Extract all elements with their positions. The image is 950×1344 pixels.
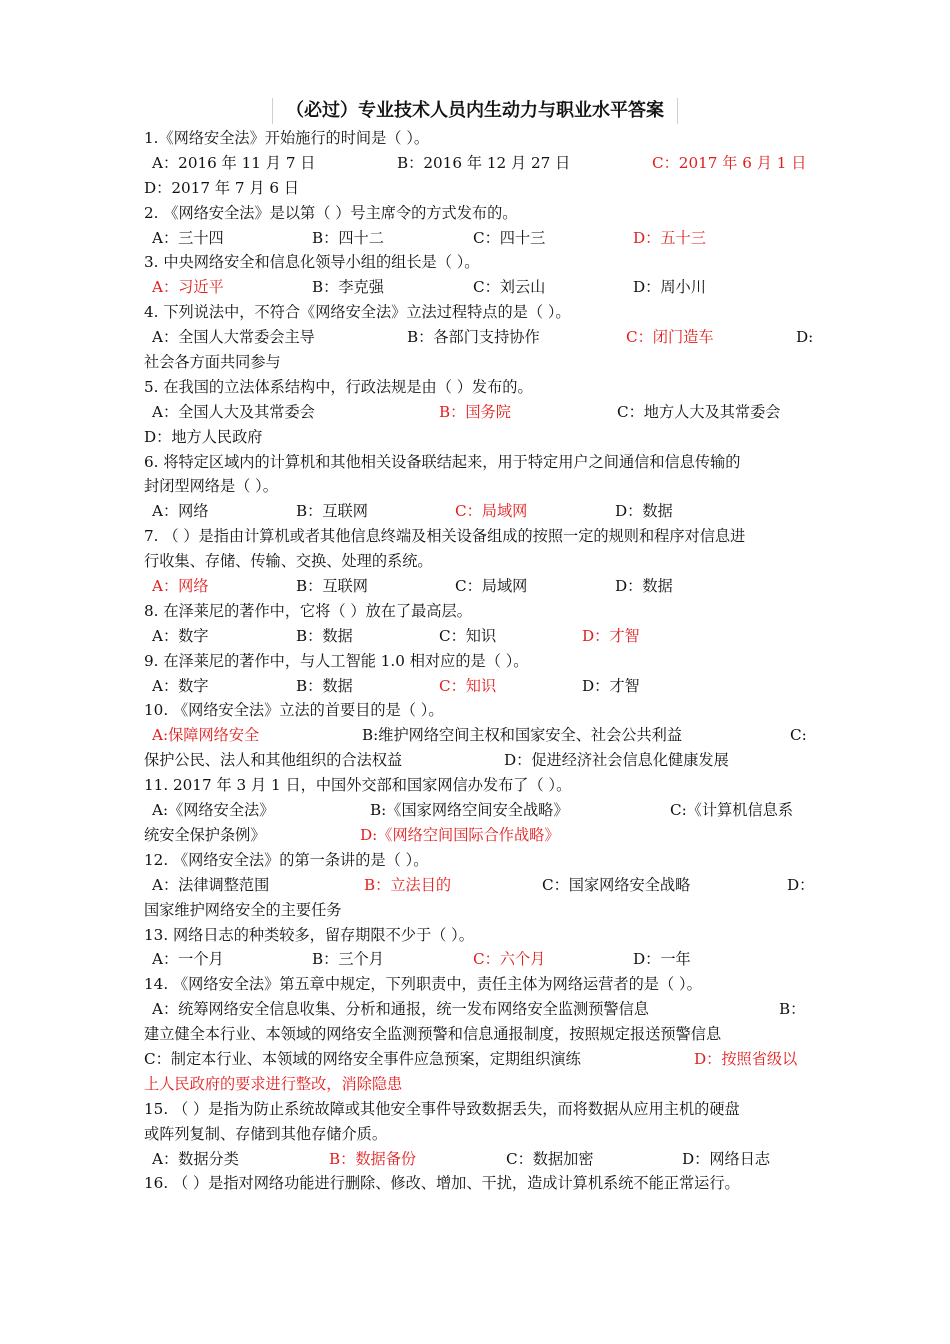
option-d: D：促进经济社会信息化健康发展 (504, 751, 729, 770)
option-c: C：地方人大及其常委会 (617, 402, 781, 421)
option-d: D：地方人民政府 (144, 427, 263, 446)
options-row (144, 873, 815, 898)
options-row (144, 748, 812, 773)
options-row (144, 350, 812, 375)
option-b-label: B： (779, 1000, 806, 1019)
question-text: 封闭型网络是（ ）。 (144, 477, 278, 496)
option-d-label: D: (796, 328, 814, 347)
option-c: 统安全保护条例》 (144, 825, 266, 844)
option-a: A：全国人大常委会主导 (152, 328, 315, 347)
question-text: 1.《网络安全法》开始施行的时间是（ ）。 (144, 129, 430, 147)
option-d: D：一年 (633, 950, 691, 969)
question-text: 14. 《网络安全法》第五章中规定，下列职责中，责任主体为网络运营者的是（ ）。 (144, 975, 702, 994)
options-row (144, 823, 812, 848)
option-b: B:维护网络空间主权和国家安全、社会公共利益 (362, 726, 683, 745)
options-row (144, 325, 812, 350)
question-text: 15. （ ）是指为防止系统故障或其他安全事件导致数据丢失，而将数据从应用主机的硬盘 (144, 1099, 740, 1118)
options-row (144, 674, 812, 699)
option-a: A：统筹网络安全信息收集、分析和通报，统一发布网络安全监测预警信息 (152, 1000, 649, 1019)
option-b: B：互联网 (296, 577, 368, 596)
page-title: （必过）专业技术人员内生动力与职业水平答案 (272, 98, 678, 124)
option-d: D：2017 年 7 月 6 日 (144, 178, 300, 197)
option-b: B：数据 (296, 676, 353, 695)
option-d: D：数据 (615, 577, 673, 596)
options-row (144, 425, 812, 450)
question-list (144, 126, 815, 1196)
options-row (144, 1047, 812, 1072)
options-row (144, 226, 812, 251)
option-c: C：数据加密 (506, 1149, 594, 1168)
options-row (144, 947, 812, 972)
question-text: 11. 2017 年 3 月 1 日，中国外交部和国家网信办发布了（ ）。 (144, 776, 572, 795)
option-d-correct: 上人民政府的要求进行整改，消除隐患 (144, 1074, 403, 1093)
question-text: 3. 中央网络安全和信息化领导小组的组长是（ ）。 (144, 253, 480, 272)
option-a: A：法律调整范围 (152, 875, 270, 894)
option-b-correct: B：数据备份 (329, 1149, 417, 1168)
question-text: 16. （ ）是指对网络功能进行删除、修改、增加、干扰，造成计算机系统不能正常运行。 (144, 1174, 740, 1193)
option-d: D：周小川 (633, 278, 706, 297)
options-row (144, 499, 812, 524)
option-d: D：才智 (582, 676, 640, 695)
option-a: A：2016 年 11 月 7 日 (152, 153, 316, 172)
options-row (144, 624, 812, 649)
option-b: B：各部门支持协作 (407, 328, 540, 347)
option-a: A：全国人大及其常委会 (152, 402, 315, 421)
option-a: A：网络 (152, 502, 209, 521)
option-a: A：一个月 (152, 950, 224, 969)
options-row (144, 275, 812, 300)
option-d: 国家维护网络安全的主要任务 (144, 900, 342, 919)
option-b: B：数据 (296, 626, 353, 645)
option-b: 建立健全本行业、本领域的网络安全监测预警和信息通报制度，按照规定报送预警信息 (144, 1025, 722, 1044)
option-c-label: C:《计算机信息系 (670, 801, 794, 820)
option-d: 社会各方面共同参与 (144, 353, 281, 372)
options-row (144, 1147, 812, 1172)
option-b-correct: B：国务院 (439, 402, 511, 421)
question-text: 6. 将特定区域内的计算机和其他相关设备联结起来，用于特定用户之间通信和信息传输的 (144, 452, 741, 471)
option-c: C：制定本行业、本领域的网络安全事件应急预案，定期组织演练 (144, 1049, 581, 1068)
question-text: 9. 在泽莱尼的著作中，与人工智能 1.0 相对应的是（ ）。 (144, 651, 529, 670)
option-b: B:《国家网络空间安全战略》 (370, 801, 569, 820)
option-d: D：网络日志 (682, 1149, 771, 1168)
question-text: 7. （ ）是指由计算机或者其他信息终端及相关设备组成的按照一定的规则和程序对信息进 (144, 527, 746, 546)
options-row (144, 400, 812, 425)
option-d-correct: D:《网络空间国际合作战略》 (360, 825, 560, 844)
option-b: B：2016 年 12 月 27 日 (397, 153, 571, 172)
option-c-correct: C：知识 (439, 676, 497, 695)
option-a-correct: A：网络 (152, 577, 209, 596)
option-d-correct: D：才智 (582, 626, 640, 645)
option-a-correct: A:保障网络安全 (152, 726, 260, 745)
options-row (144, 1072, 812, 1097)
option-d-correct: D：五十三 (633, 228, 706, 247)
options-row (144, 798, 812, 823)
option-c: C：局域网 (455, 577, 528, 596)
option-b: B：三个月 (312, 950, 384, 969)
option-a: A：数字 (152, 676, 209, 695)
option-c-correct: C：六个月 (473, 950, 546, 969)
option-c-correct: C：2017 年 6 月 1 日 (652, 153, 807, 172)
options-row (144, 1022, 812, 1047)
option-c-correct: C：闭门造车 (626, 328, 714, 347)
option-c: 保护公民、法人和其他组织的合法权益 (144, 751, 403, 770)
option-c: C：刘云山 (473, 278, 546, 297)
option-a: A:《网络安全法》 (152, 801, 275, 820)
option-c: C：国家网络安全战略 (542, 875, 691, 894)
option-a: A：三十四 (152, 228, 224, 247)
question-text: 12. 《网络安全法》的第一条讲的是（ ）。 (144, 850, 429, 869)
option-d-correct-label: D：按照省级以 (694, 1049, 798, 1068)
option-c-correct: C：局域网 (455, 502, 528, 521)
question-text: 或阵列复制、存储到其他存储介质。 (144, 1124, 387, 1143)
option-a: A：数据分类 (152, 1149, 239, 1168)
option-a: A：数字 (152, 626, 209, 645)
option-b-correct: B：立法目的 (364, 875, 452, 894)
question-text: 8. 在泽莱尼的著作中，它将（ ）放在了最高层。 (144, 601, 472, 620)
option-b: B：四十二 (312, 228, 384, 247)
question-text: 2. 《网络安全法》是以第（ ）号主席令的方式发布的。 (144, 203, 518, 222)
question-text: 10. 《网络安全法》立法的首要目的是（ ）。 (144, 701, 444, 720)
option-d: D：数据 (615, 502, 673, 521)
question-text: 行收集、存储、传输、交换、处理的系统。 (144, 552, 433, 571)
question-text: 5. 在我国的立法体系结构中，行政法规是由（ ）发布的。 (144, 377, 533, 396)
question-text: 4. 下列说法中，不符合《网络安全法》立法过程特点的是（ ）。 (144, 303, 571, 322)
options-row (144, 176, 812, 201)
option-c: C：四十三 (473, 228, 546, 247)
option-c: C：知识 (439, 626, 497, 645)
option-d-label: D： (787, 875, 815, 894)
options-row (144, 997, 812, 1022)
option-b: B：李克强 (312, 278, 384, 297)
option-c-label: C: (790, 726, 807, 745)
options-row (144, 723, 812, 748)
option-b: B：互联网 (296, 502, 368, 521)
options-row (144, 898, 812, 923)
question-text: 13. 网络日志的种类较多，留存期限不少于（ ）。 (144, 925, 474, 944)
options-row (144, 151, 812, 176)
option-a-correct: A：习近平 (152, 278, 224, 297)
options-row (144, 574, 812, 599)
